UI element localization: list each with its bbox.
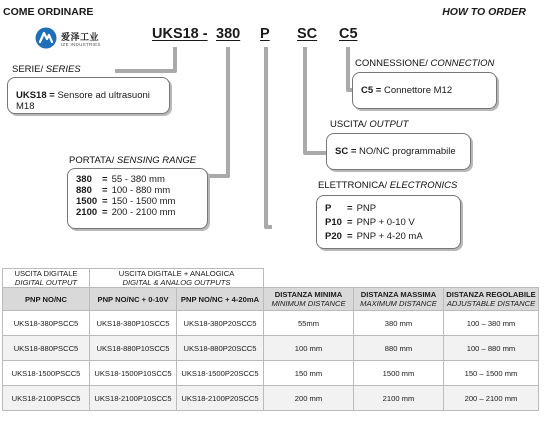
table-cell: 2100 mm	[354, 386, 444, 411]
output-label	[330, 119, 408, 130]
electronics-label	[318, 180, 457, 191]
code-connection: C5	[339, 26, 358, 42]
table-cell: 100 mm	[264, 336, 354, 361]
table-cell: UKS18-1500P10SCC5	[90, 361, 177, 386]
range-item: 380 = 55 - 380 mm	[76, 174, 165, 185]
col-pnp: PNP NO/NC	[3, 288, 90, 311]
table-cell: 880 mm	[354, 336, 444, 361]
order-table	[2, 268, 539, 411]
table-cell: 1500 mm	[354, 361, 444, 386]
connection-label-en: CONNECTION	[430, 58, 495, 69]
group-digital-analog: USCITA DIGITALE + ANALOGICA DIGITAL & ANALOG OUTPUTS	[90, 269, 264, 288]
output-box	[326, 133, 471, 170]
heading-it: COME ORDINARE	[3, 6, 94, 18]
brand-name-cn: 爱泽工业	[61, 32, 100, 42]
table-header-row	[3, 288, 539, 311]
col-pnp-010: PNP NO/NC + 0-10V	[90, 288, 177, 311]
table-cell: 200 – 2100 mm	[444, 386, 539, 411]
range-item: 2100 = 200 - 2100 mm	[76, 207, 176, 218]
heading-en: HOW TO ORDER	[442, 6, 526, 18]
brand-name-en: IZE INDUSTRIES	[61, 42, 101, 47]
table-cell: UKS18-880P20SCC5	[177, 336, 264, 361]
electronics-label-en: ELECTRONICS	[389, 180, 458, 191]
table-cell: UKS18-380P20SCC5	[177, 311, 264, 336]
table-cell: UKS18-1500P20SCC5	[177, 361, 264, 386]
table-cell: 150 – 1500 mm	[444, 361, 539, 386]
table-cell: 100 – 880 mm	[444, 336, 539, 361]
series-box	[7, 77, 170, 114]
connector-series	[115, 47, 175, 71]
code-range: 380	[216, 26, 241, 42]
connection-value: Connettore M12	[383, 85, 453, 96]
range-box	[67, 168, 208, 229]
electronics-item: P10 = PNP + 0-10 V	[325, 217, 415, 228]
table-cell: UKS18-380PSCC5	[3, 311, 90, 336]
series-value: Sensore ad ultrasuoni M18	[16, 90, 150, 112]
connection-label-it: CONNESSIONE/	[355, 58, 428, 69]
table-cell: 100 – 380 mm	[444, 311, 539, 336]
range-item: 880 = 100 - 880 mm	[76, 185, 171, 196]
table-cell: 380 mm	[354, 311, 444, 336]
code-electronics: P	[260, 26, 270, 42]
connector-range	[209, 47, 228, 176]
table-group-header-row	[3, 269, 539, 288]
table-cell: UKS18-880P10SCC5	[90, 336, 177, 361]
connection-key: C5 =	[361, 85, 382, 96]
table-row	[3, 386, 539, 411]
table-cell: UKS18-1500PSCC5	[3, 361, 90, 386]
range-label-en: SENSING RANGE	[116, 155, 197, 166]
col-pnp-420: PNP NO/NC + 4-20mA	[177, 288, 264, 311]
code-series: UKS18 -	[152, 26, 208, 42]
electronics-box	[316, 195, 461, 249]
table-cell: UKS18-2100P10SCC5	[90, 386, 177, 411]
electronics-item: P = PNP	[325, 203, 377, 214]
connector-output	[305, 47, 326, 153]
table-row	[3, 361, 539, 386]
electronics-label-it: ELETTRONICA/	[318, 180, 388, 191]
connection-label	[355, 58, 494, 69]
table-cell: 150 mm	[264, 361, 354, 386]
output-label-en: OUTPUT	[369, 119, 409, 130]
output-value: NO/NC programmabile	[359, 146, 456, 157]
table-cell: UKS18-880PSCC5	[3, 336, 90, 361]
connector-electronics	[266, 47, 272, 227]
col-adj-distance: DISTANZA REGOLABILE ADJUSTABLE DISTANCE	[444, 288, 539, 311]
table-cell: 200 mm	[264, 386, 354, 411]
series-key: UKS18 =	[16, 90, 55, 101]
range-item: 1500 = 150 - 1500 mm	[76, 196, 176, 207]
code-output: SC	[297, 26, 318, 42]
table-cell: UKS18-2100PSCC5	[3, 386, 90, 411]
output-label-it: USCITA/	[330, 119, 367, 130]
output-key: SC =	[335, 146, 357, 157]
range-label-it: PORTATA/	[69, 155, 115, 166]
series-label-it: SERIE/	[12, 64, 44, 75]
col-min-distance: DISTANZA MINIMA MINIMUM DISTANCE	[264, 288, 354, 311]
series-label-en: SERIES	[45, 64, 81, 75]
series-label	[12, 64, 81, 75]
range-label	[69, 155, 196, 166]
col-max-distance: DISTANZA MASSIMA MAXIMUM DISTANCE	[354, 288, 444, 311]
connection-box	[352, 72, 497, 109]
table-cell: UKS18-380P10SCC5	[90, 311, 177, 336]
electronics-item: P20 = PNP + 4-20 mA	[325, 231, 423, 242]
table-row	[3, 336, 539, 361]
table-cell: UKS18-2100P20SCC5	[177, 386, 264, 411]
table-cell: 55mm	[264, 311, 354, 336]
table-row	[3, 311, 539, 336]
group-digital: USCITA DIGITALE DIGITAL OUTPUT	[3, 269, 90, 288]
group-blank	[264, 269, 539, 288]
